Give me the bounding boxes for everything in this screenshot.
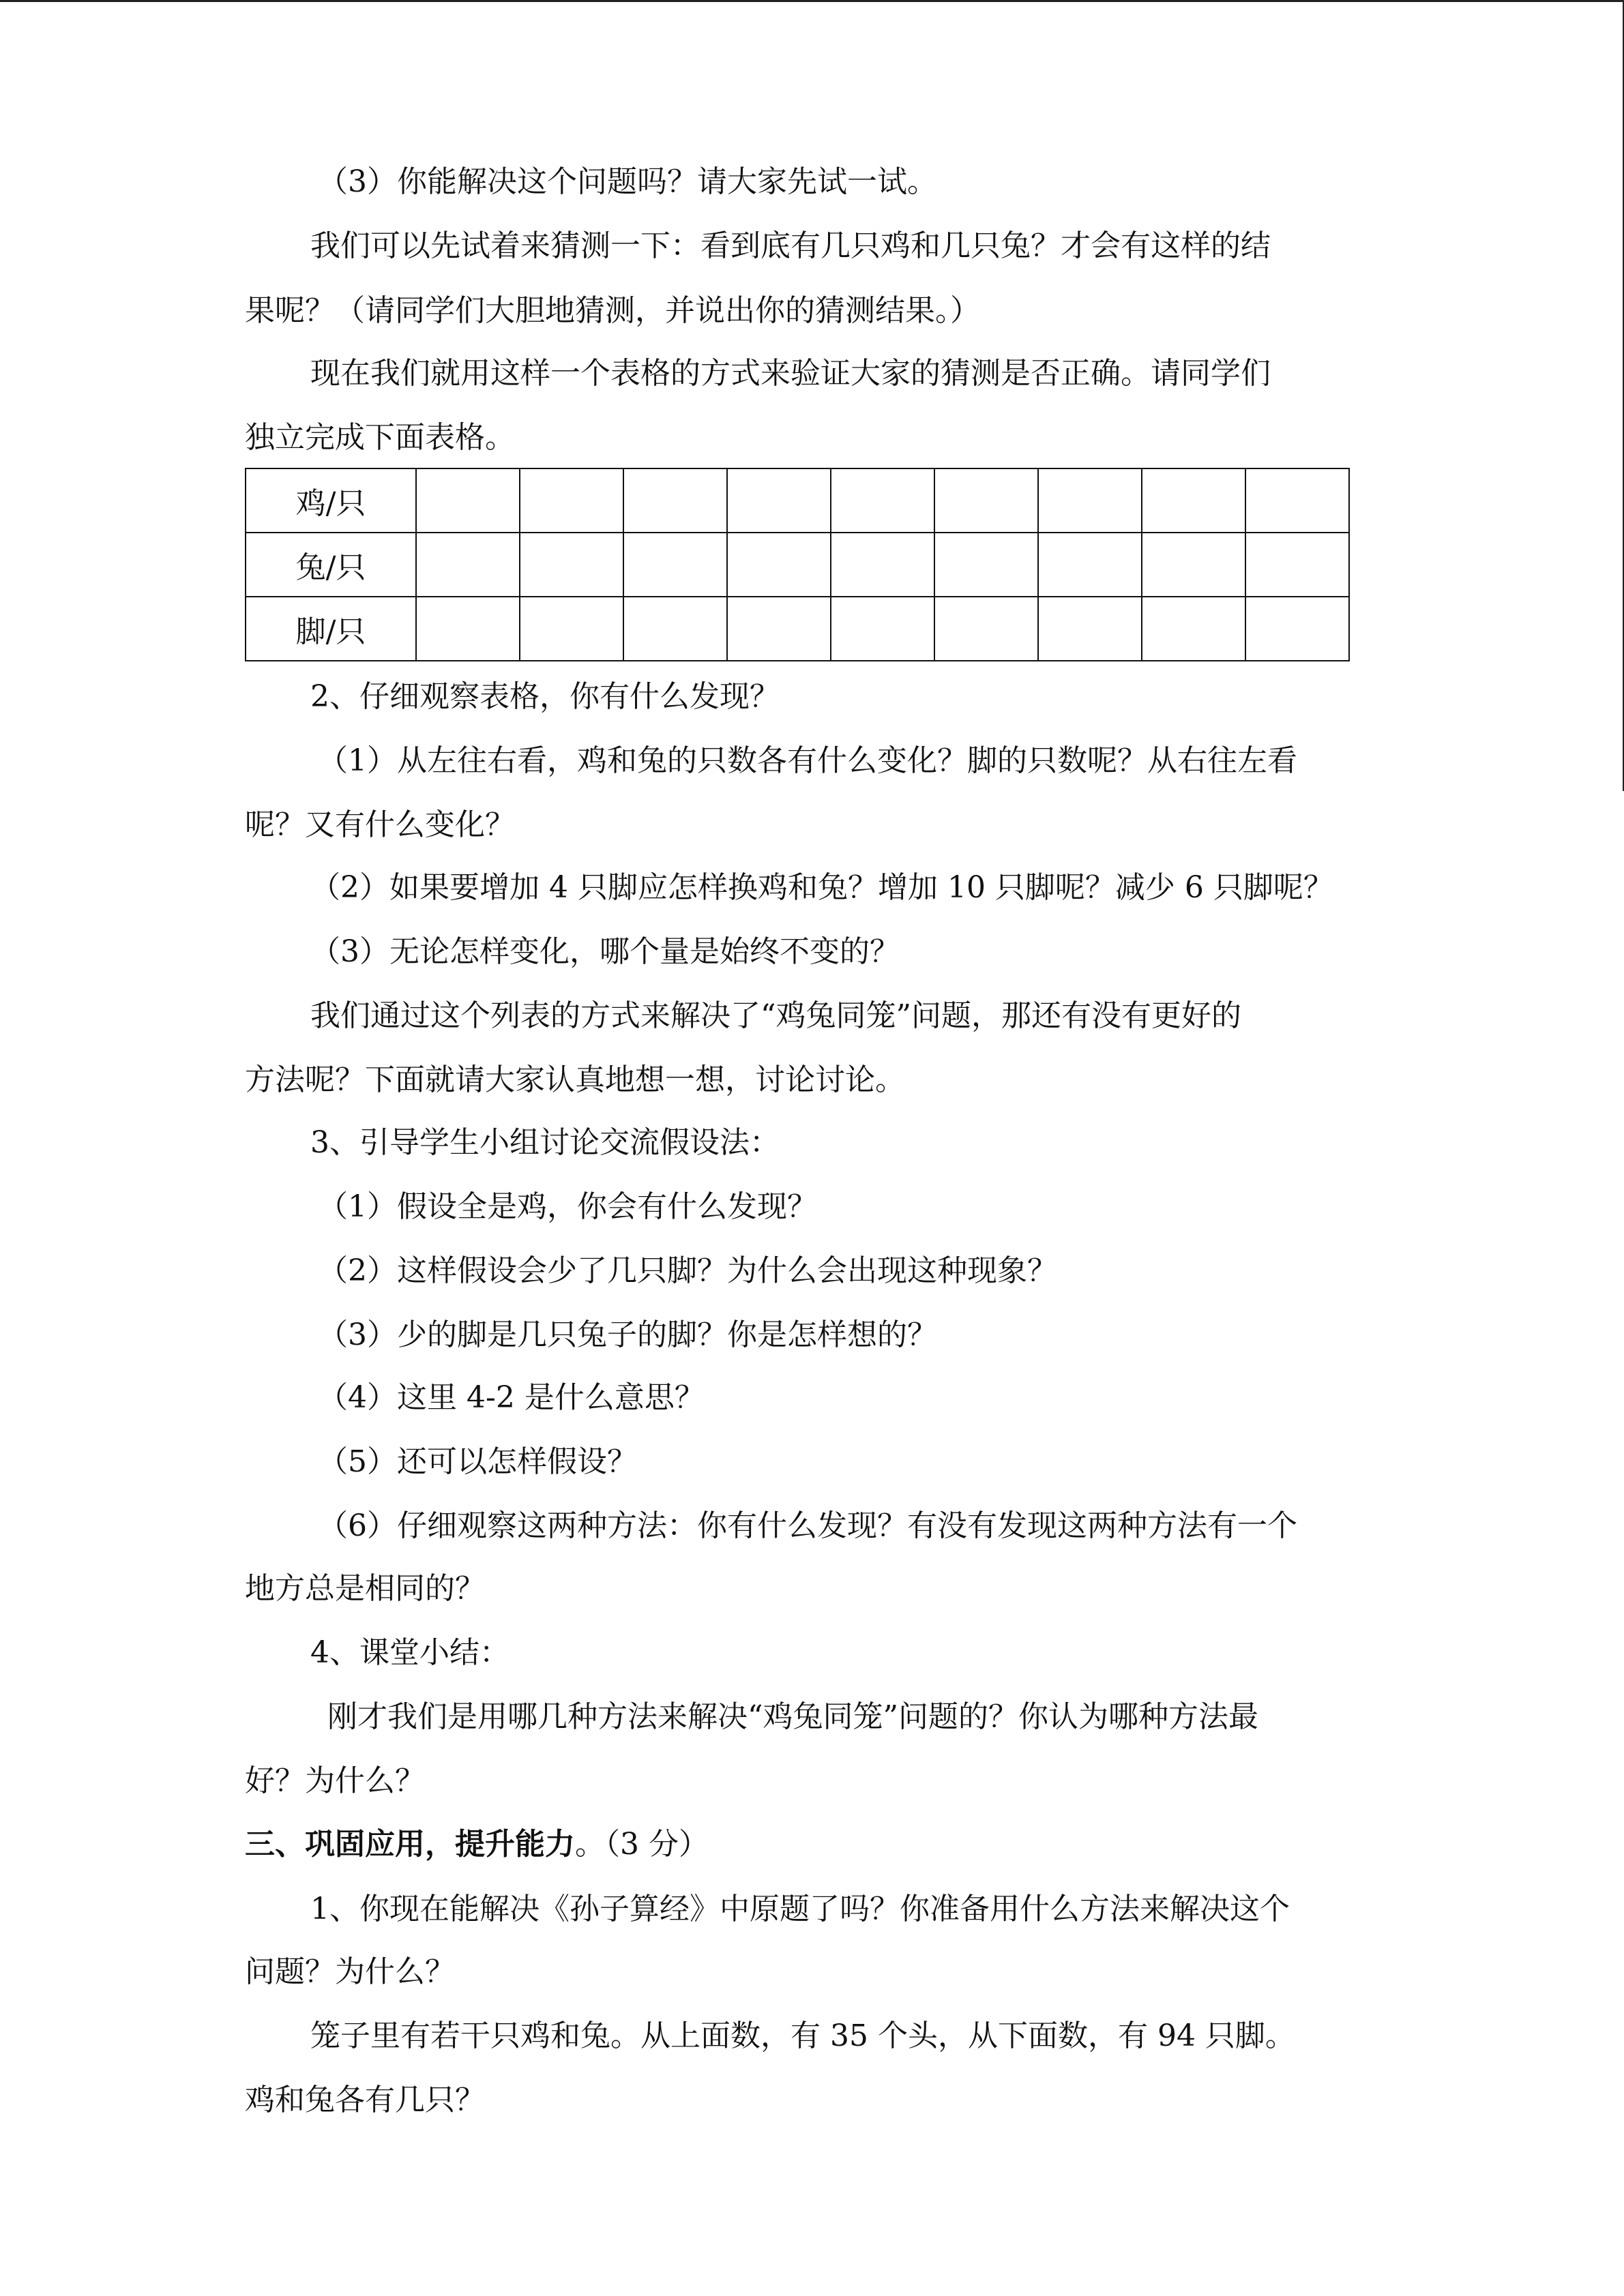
row-header-chicken: 鸡/只 xyxy=(246,468,416,533)
guess-table xyxy=(245,468,1350,661)
paragraph: 鸡和兔各有几只？ xyxy=(245,2083,485,2117)
table-cell[interactable] xyxy=(1142,597,1245,661)
section-heading-score: 。（3 分） xyxy=(575,1827,709,1862)
paragraph: 方法呢？下面就请大家认真地想一想，讨论讨论。 xyxy=(245,1062,905,1097)
table-cell[interactable] xyxy=(1038,533,1142,597)
table-cell[interactable] xyxy=(520,597,623,661)
table-cell[interactable] xyxy=(1245,533,1349,597)
paragraph: （6）仔细观察这两种方法：你有什么发现？有没有发现这两种方法有一个 xyxy=(318,1508,1297,1543)
table-row xyxy=(246,533,1349,597)
table-cell[interactable] xyxy=(416,468,520,533)
paragraph: 我们可以先试着来猜测一下：看到底有几只鸡和几只兔？才会有这样的结 xyxy=(310,228,1271,263)
paragraph: 果呢？（请同学们大胆地猜测，并说出你的猜测结果。） xyxy=(245,293,980,328)
paragraph: 呢？又有什么变化？ xyxy=(245,807,515,842)
paragraph: （5）还可以怎样假设？ xyxy=(318,1444,637,1479)
paragraph: （4）这里 4-2 是什么意思？ xyxy=(318,1380,705,1415)
paragraph: （3）无论怎样变化，哪个量是始终不变的？ xyxy=(310,934,900,969)
table-cell[interactable] xyxy=(416,533,520,597)
paragraph: 刚才我们是用哪几种方法来解决“鸡兔同笼”问题的？你认为哪种方法最 xyxy=(327,1699,1258,1734)
paragraph: （3）少的脚是几只兔子的脚？你是怎样想的？ xyxy=(318,1317,937,1352)
paragraph: （3）你能解决这个问题吗？请大家先试一试。 xyxy=(318,164,937,199)
paragraph: 现在我们就用这样一个表格的方式来验证大家的猜测是否正确。请同学们 xyxy=(310,356,1271,391)
table-cell[interactable] xyxy=(416,597,520,661)
table-cell[interactable] xyxy=(727,597,831,661)
table-cell[interactable] xyxy=(520,533,623,597)
table-cell[interactable] xyxy=(1038,597,1142,661)
page-top-border xyxy=(0,0,1624,2)
table-cell[interactable] xyxy=(1038,468,1142,533)
table-cell[interactable] xyxy=(1142,533,1245,597)
paragraph: （1）从左往右看，鸡和兔的只数各有什么变化？脚的只数呢？从右往左看 xyxy=(318,743,1297,778)
row-header-rabbit: 兔/只 xyxy=(246,533,416,597)
paragraph: （2）如果要增加 4 只脚应怎样换鸡和兔？增加 10 只脚呢？减少 6 只脚呢？ xyxy=(310,870,1333,905)
table-row xyxy=(246,468,1349,533)
table-cell[interactable] xyxy=(623,597,727,661)
table-cell[interactable] xyxy=(831,533,934,597)
table-row xyxy=(246,597,1349,661)
table-cell[interactable] xyxy=(623,533,727,597)
table-cell[interactable] xyxy=(934,468,1038,533)
paragraph: 3、引导学生小组讨论交流假设法： xyxy=(310,1125,780,1160)
row-header-feet: 脚/只 xyxy=(246,597,416,661)
table-cell[interactable] xyxy=(1245,597,1349,661)
paragraph: 独立完成下面表格。 xyxy=(245,420,515,455)
paragraph: （1）假设全是鸡，你会有什么发现？ xyxy=(318,1189,817,1224)
table-cell[interactable] xyxy=(831,468,934,533)
table-cell[interactable] xyxy=(934,597,1038,661)
paragraph: 笼子里有若干只鸡和兔。从上面数，有 35 个头，从下面数，有 94 只脚。 xyxy=(310,2018,1295,2053)
paragraph: 2、仔细观察表格，你有什么发现？ xyxy=(310,679,780,714)
table-cell[interactable] xyxy=(934,533,1038,597)
paragraph: 好？为什么？ xyxy=(245,1763,425,1798)
table-cell[interactable] xyxy=(1142,468,1245,533)
table-cell[interactable] xyxy=(831,597,934,661)
table-cell[interactable] xyxy=(520,468,623,533)
paragraph: 4、课堂小结： xyxy=(310,1635,510,1670)
paragraph: （2）这样假设会少了几只脚？为什么会出现这种现象？ xyxy=(318,1253,1057,1288)
table-cell[interactable] xyxy=(623,468,727,533)
paragraph: 1、你现在能解决《孙子算经》中原题了吗？你准备用什么方法来解决这个 xyxy=(310,1892,1290,1926)
section-heading xyxy=(245,1827,709,1862)
table-cell[interactable] xyxy=(1245,468,1349,533)
table-cell[interactable] xyxy=(727,533,831,597)
table-cell[interactable] xyxy=(727,468,831,533)
section-heading-bold: 三、巩固应用，提升能力 xyxy=(245,1827,575,1862)
paragraph: 我们通过这个列表的方式来解决了“鸡兔同笼”问题，那还有没有更好的 xyxy=(310,998,1241,1033)
paragraph: 问题？为什么？ xyxy=(245,1954,455,1989)
paragraph: 地方总是相同的？ xyxy=(245,1571,485,1606)
